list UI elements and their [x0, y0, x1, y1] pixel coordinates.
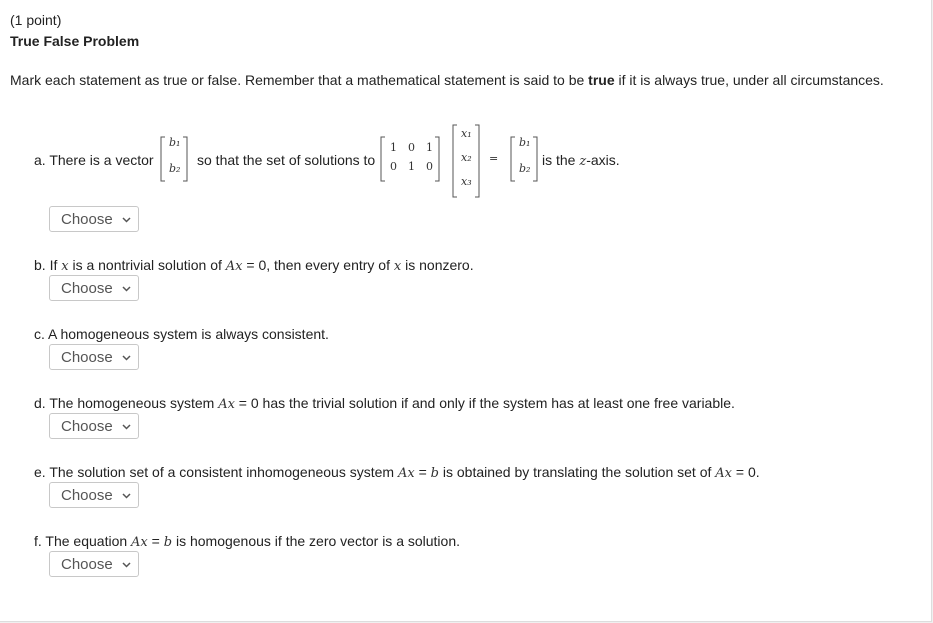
question-c: c. A homogeneous system is always consistent.: [34, 326, 329, 342]
chevron-down-icon: [121, 214, 132, 225]
instructions-bold: true: [588, 72, 615, 88]
vector-x-2: x₂: [461, 151, 472, 164]
question-d-text: d. The homogeneous system: [34, 395, 219, 411]
matrix-2-1: 0: [390, 160, 397, 173]
dropdown-c-value: Choose: [61, 348, 113, 366]
dropdown-d-value: Choose: [61, 417, 113, 435]
question-d-var: Ax: [218, 397, 235, 412]
question-b-text: is nonzero.: [401, 257, 474, 273]
dropdown-c[interactable]: [49, 344, 139, 370]
question-f-var: Ax: [131, 535, 148, 550]
chevron-down-icon: [121, 559, 132, 570]
question-f-var: b: [163, 535, 173, 550]
question-e-text: e. The solution set of a consistent inhomogeneous system: [34, 464, 398, 480]
matrix-1-2: 0: [408, 141, 415, 154]
dropdown-f[interactable]: [49, 551, 139, 577]
question-e-var: Ax: [715, 466, 732, 481]
question-e-text: is obtained by translating the solution set of: [438, 464, 716, 480]
question-b-var: x: [61, 259, 69, 274]
equals-sign: =: [489, 152, 499, 165]
dropdown-e-value: Choose: [61, 486, 113, 504]
dropdown-b[interactable]: [49, 275, 139, 301]
question-b-text: is a nontrivial solution of: [68, 257, 226, 273]
vector-x-3: x₃: [461, 175, 472, 188]
matrix-1-1: 1: [390, 141, 397, 154]
dropdown-f-value: Choose: [61, 555, 113, 573]
dropdown-d[interactable]: [49, 413, 139, 439]
instructions-text-end: if it is always true, under all circumstances.: [614, 72, 884, 88]
point-value: (1 point): [10, 12, 62, 28]
question-a-prefix: a. There is a vector: [34, 152, 154, 168]
question-a-middle: so that the set of solutions to: [197, 152, 376, 168]
question-b: [34, 257, 474, 274]
question-d-text: = 0 has the trivial solution if and only if the system has at least one free variable.: [234, 395, 735, 411]
question-b-var: Ax: [225, 259, 243, 274]
matrix-2-2: 1: [408, 160, 415, 173]
vector-b-1: b₁: [169, 136, 181, 149]
question-a-suffix-text: is the: [542, 152, 580, 168]
question-e-text: = 0.: [732, 464, 760, 480]
problem-title: True False Problem: [10, 33, 140, 49]
question-e-text: =: [414, 464, 431, 480]
vector-b-2: b₂: [169, 162, 181, 175]
instructions-text: Mark each statement as true or false. Remember that a mathematical statement is said to be: [10, 72, 589, 88]
question-e-var: Ax: [397, 466, 415, 481]
question-f-text: is homogenous if the zero vector is a solution.: [172, 533, 461, 549]
dropdown-a-value: Choose: [61, 210, 113, 228]
chevron-down-icon: [121, 283, 132, 294]
chevron-down-icon: [121, 352, 132, 363]
dropdown-e[interactable]: [49, 482, 139, 508]
question-d: [34, 395, 735, 412]
question-a-suffix-var: z: [579, 154, 587, 169]
question-f: [34, 533, 460, 550]
vector-x-1: x₁: [461, 127, 472, 140]
question-a-suffix: [542, 152, 620, 169]
question-b-text: = 0, then every entry of: [242, 257, 394, 273]
question-f-text: f. The equation: [34, 533, 132, 549]
matrix-1-3: 1: [426, 141, 433, 154]
rhs-1: b₁: [519, 136, 531, 149]
matrix-2-3: 0: [426, 160, 433, 173]
dropdown-a[interactable]: [49, 206, 139, 232]
dropdown-b-value: Choose: [61, 279, 113, 297]
question-e-var: b: [430, 466, 439, 481]
question-a: [34, 119, 674, 201]
chevron-down-icon: [121, 490, 132, 501]
rhs-2: b₂: [519, 162, 531, 175]
question-f-text: =: [147, 533, 164, 549]
question-b-text: b. If: [34, 257, 62, 273]
question-b-var: x: [393, 259, 402, 274]
chevron-down-icon: [121, 421, 132, 432]
question-a-suffix-text-end: -axis.: [586, 152, 620, 168]
instructions: [10, 72, 884, 88]
question-e: [34, 464, 760, 481]
